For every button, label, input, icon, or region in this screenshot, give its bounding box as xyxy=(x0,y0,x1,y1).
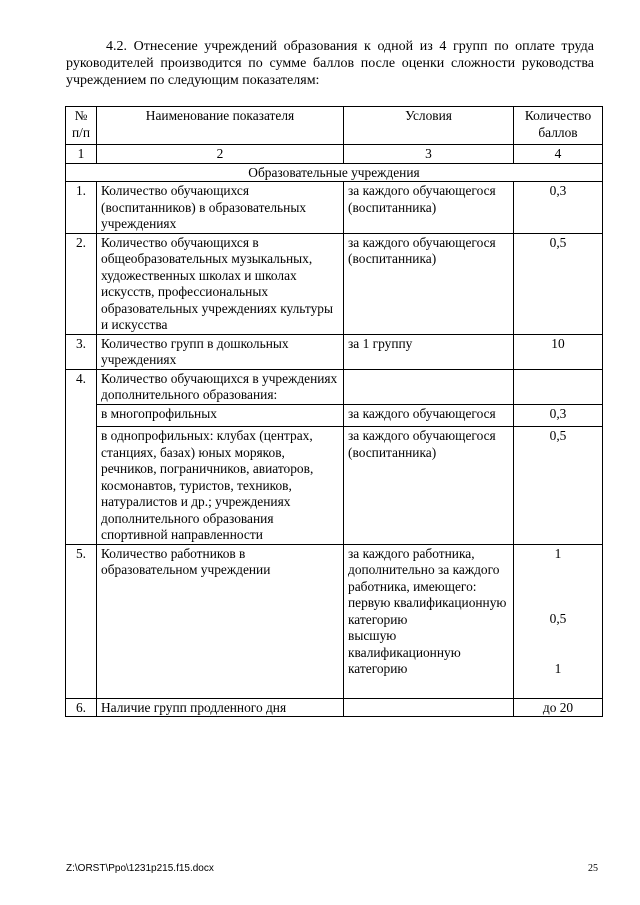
condition: высшую квалификационную категорию xyxy=(348,628,461,676)
table-row xyxy=(66,233,603,334)
condition: за каждого обучающегося (воспитанника) xyxy=(344,427,514,545)
condition: за каждого обучающегося (воспитанника) xyxy=(344,233,514,334)
section-row xyxy=(66,163,603,182)
table-subrow xyxy=(66,427,603,545)
indicator-name: Количество работников в образовательном учреждении xyxy=(97,544,344,698)
column-number: 4 xyxy=(514,145,603,164)
header-conditions: Условия xyxy=(344,107,514,145)
indicator-name: Количество обучающихся в учреждениях дополнительного образования: xyxy=(97,369,344,404)
column-number: 1 xyxy=(66,145,97,164)
row-number: 2. xyxy=(66,233,97,334)
table-row xyxy=(66,544,603,698)
points: 0,5 xyxy=(549,611,567,626)
points: 1 xyxy=(554,660,562,676)
row-number: 5. xyxy=(66,544,97,698)
condition: за каждого обучающегося (воспитанника) xyxy=(344,182,514,234)
indicators-table xyxy=(65,106,603,717)
row-number: 4. xyxy=(66,369,97,544)
header-indicator-name: Наименование показателя xyxy=(97,107,344,145)
row-number: 6. xyxy=(66,698,97,717)
table-row xyxy=(66,698,603,717)
points-group xyxy=(514,544,603,698)
points: 1 xyxy=(554,545,562,561)
condition: первую квалификационную категорию xyxy=(348,595,507,627)
column-number: 3 xyxy=(344,145,514,164)
condition-group xyxy=(344,544,514,698)
points xyxy=(514,369,603,404)
footer-file-path: Z:\ORST\Ppo\1231p215.f15.docx xyxy=(66,863,214,874)
column-number-row xyxy=(66,145,603,164)
indicator-name: Наличие групп продленного дня xyxy=(97,698,344,717)
footer-page-number: 25 xyxy=(588,863,598,874)
row-number: 1. xyxy=(66,182,97,234)
indicator-subname: в однопрофильных: клубах (центрах, станциях, базах) юных моряков, речников, пограничников, авиаторов, космонавтов, туристов, техников, натуралистов и др.; учреждениях дополнительного образования спортивной направленности xyxy=(97,427,344,545)
table-subrow xyxy=(66,404,603,427)
condition: за каждого работника, дополнительно за каждого работника, имеющего: xyxy=(348,545,500,594)
points: до 20 xyxy=(514,698,603,717)
header-points: Количество баллов xyxy=(514,107,603,145)
condition: за 1 группу xyxy=(344,334,514,369)
column-number: 2 xyxy=(97,145,344,164)
points: 0,5 xyxy=(514,427,603,545)
table-row xyxy=(66,369,603,404)
row-number: 3. xyxy=(66,334,97,369)
indicator-name: Количество обучающихся в общеобразовательных музыкальных, художественных школах и школах искусств, профессиональных образовательных учреждениях культуры и искусства xyxy=(97,233,344,334)
points: 0,3 xyxy=(514,182,603,234)
condition xyxy=(344,369,514,404)
header-number: № п/п xyxy=(66,107,97,145)
condition: за каждого обучающегося xyxy=(344,404,514,427)
table-row xyxy=(66,182,603,234)
table-header-row xyxy=(66,107,603,145)
indicator-name: Количество групп в дошкольных учреждениях xyxy=(97,334,344,369)
indicator-subname: в многопрофильных xyxy=(97,404,344,427)
condition xyxy=(344,698,514,717)
indicator-name: Количество обучающихся (воспитанников) в образовательных учреждениях xyxy=(97,182,344,234)
points: 10 xyxy=(514,334,603,369)
intro-paragraph: 4.2. Отнесение учреждений образования к одной из 4 групп по оплате труда руководителей производится по сумме баллов после оценки сложности руководства учреждением по следующим показателям: xyxy=(66,39,594,88)
table-row xyxy=(66,334,603,369)
points: 0,5 xyxy=(514,233,603,334)
section-title: Образовательные учреждения xyxy=(66,163,603,182)
points: 0,3 xyxy=(514,404,603,427)
